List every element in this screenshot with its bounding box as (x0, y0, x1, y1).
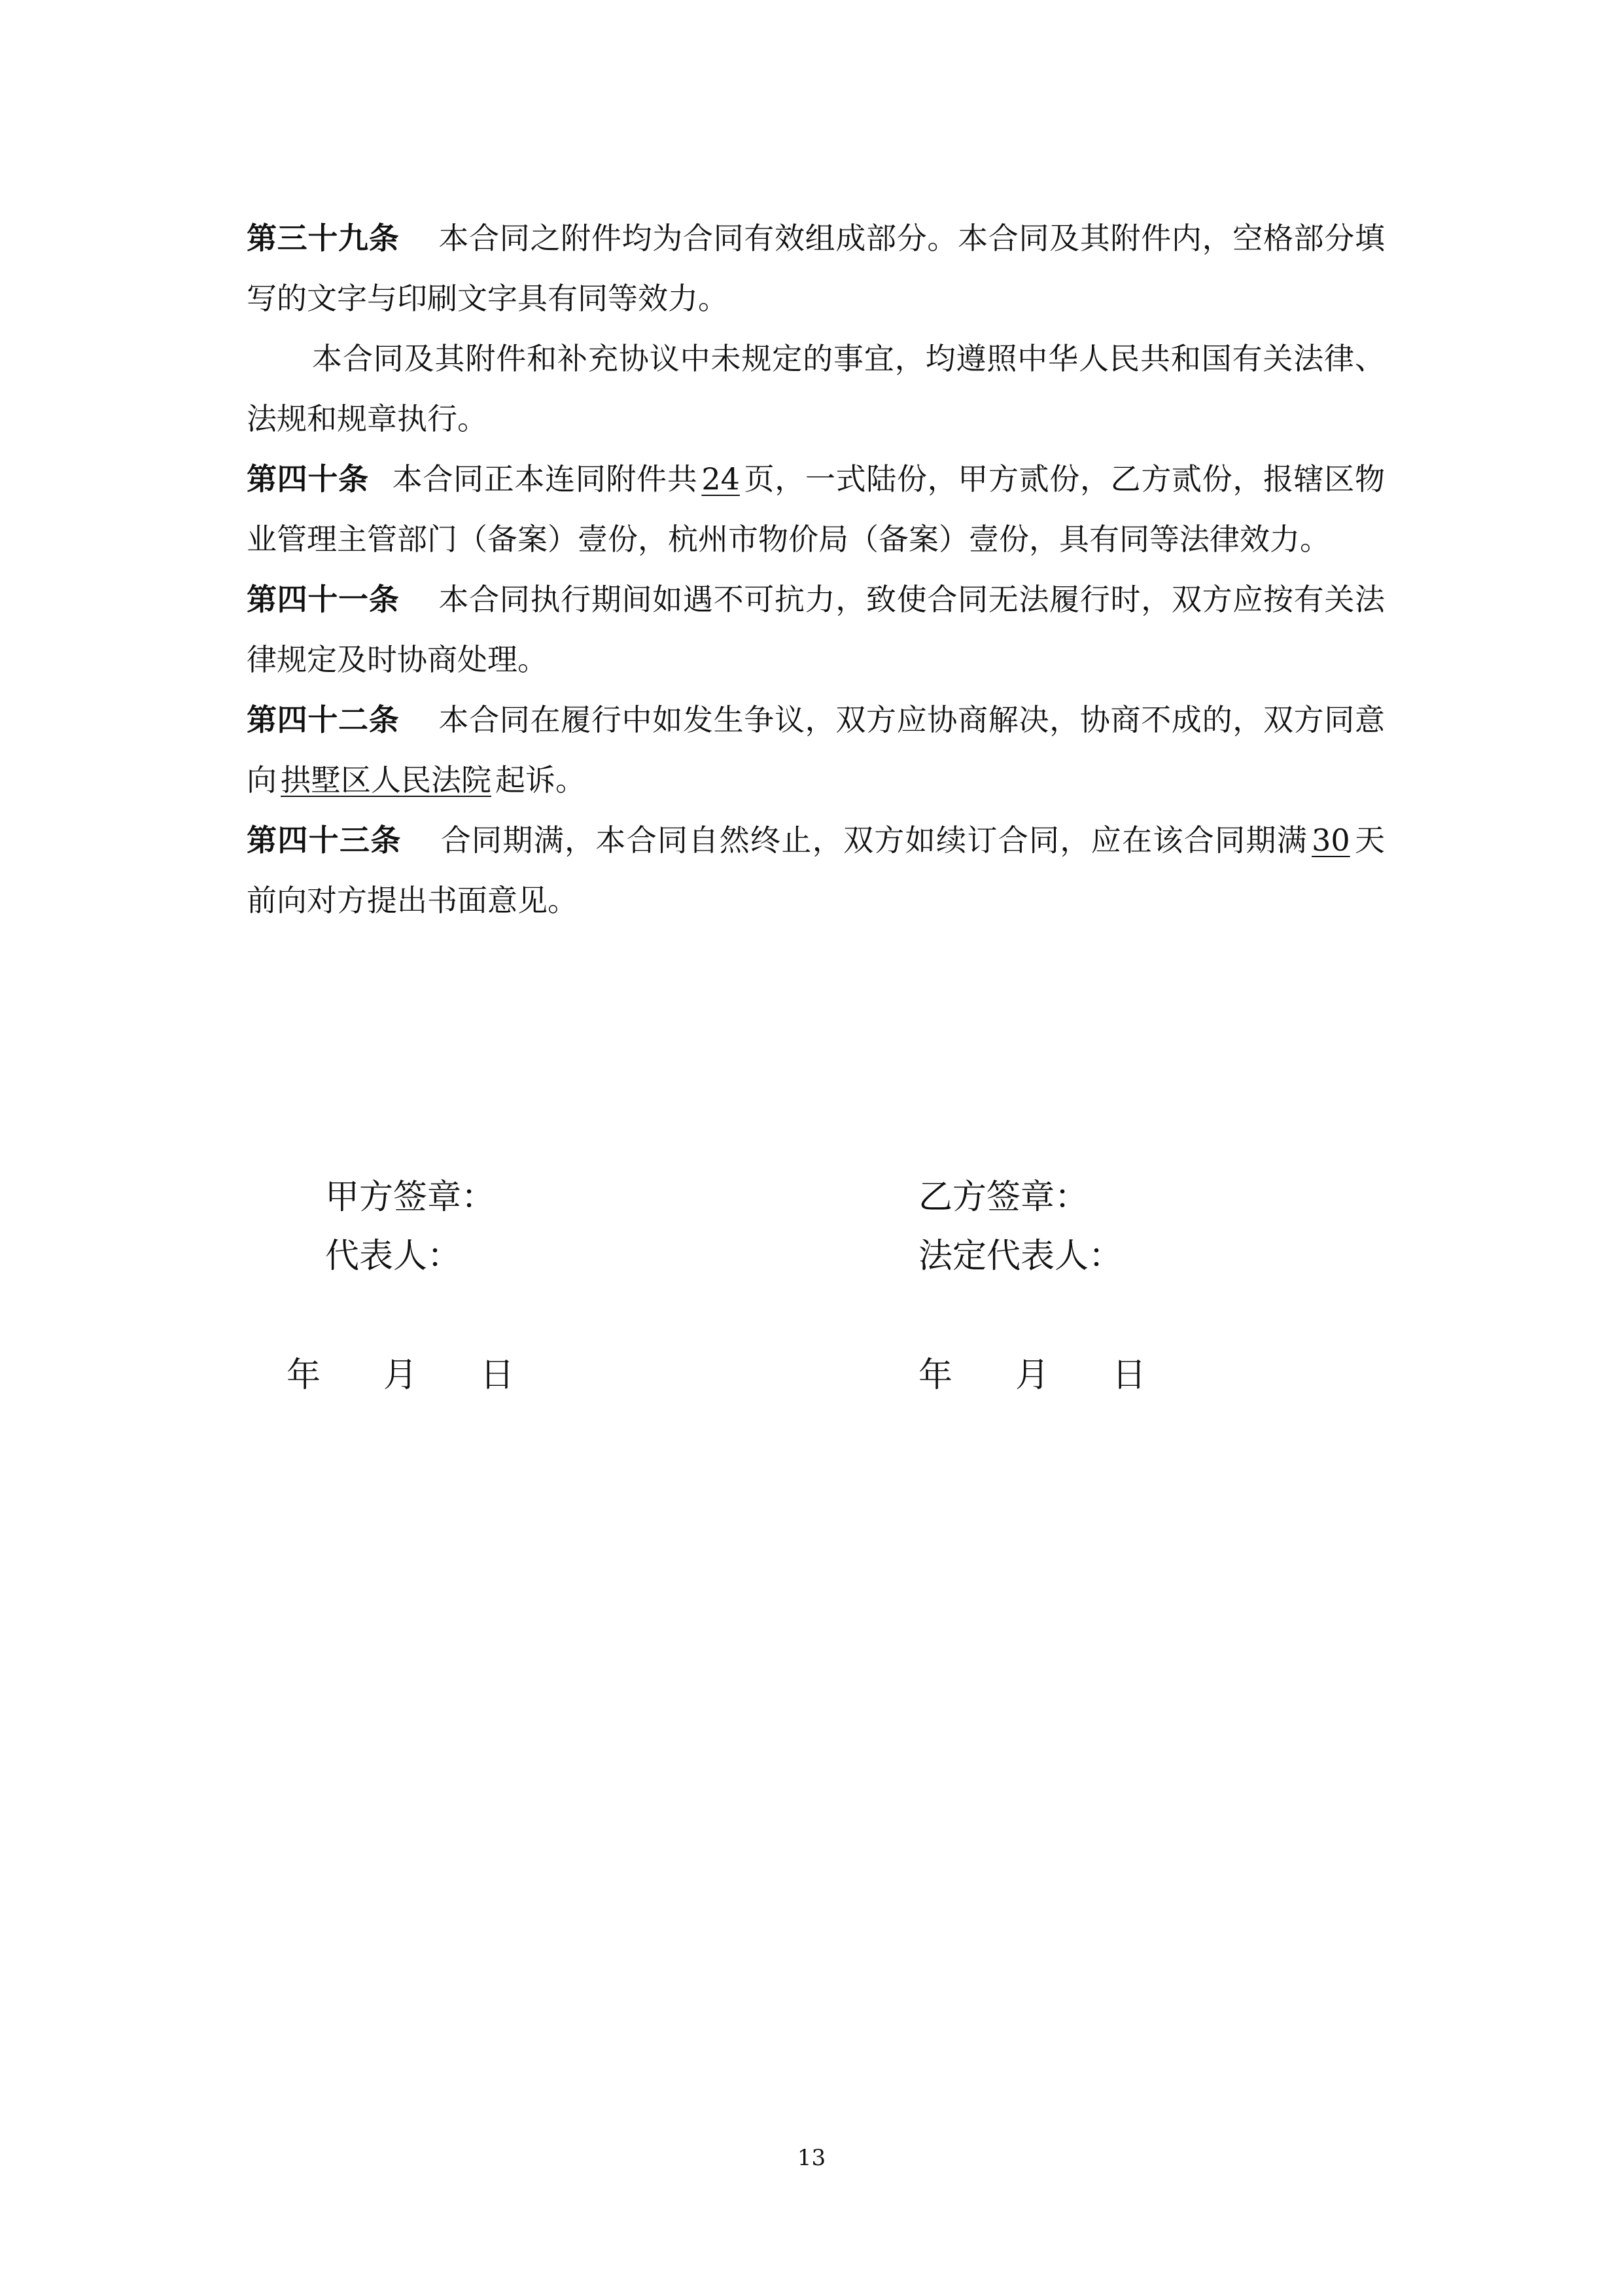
date-year: 年 (287, 1356, 321, 1395)
party-a-date (287, 1356, 514, 1395)
article-text: 本合同之附件均为合同有效组成部分。本合同及其附件内，空格部分填写的文字与印刷文字具有同等效力。 (247, 221, 1386, 316)
article-text: 本合同正本连同附件共 (392, 461, 698, 497)
article-heading: 第四十一条 (247, 582, 400, 617)
article-heading: 第三十九条 (247, 221, 400, 256)
article-heading: 第四十三条 (247, 822, 402, 858)
article-heading: 第四十二条 (247, 702, 400, 737)
notice-days-fill: 30 (1312, 822, 1350, 858)
date-month: 月 (383, 1356, 418, 1395)
contract-body (247, 208, 1385, 930)
article-41 (247, 569, 1385, 690)
date-day: 日 (1112, 1356, 1147, 1395)
party-b-seal-label: 乙方签章： (918, 1178, 1089, 1217)
page-number: 13 (797, 2145, 826, 2171)
article-text: 合同期满，本合同自然终止，双方如续订合同，应在该合同期满 (440, 822, 1308, 858)
article-text-continued: 页，一式陆份，甲方贰份，乙方贰份，报辖区物业管理主管部门（备案）壹份，杭州市物价局（备案）壹份，具有同等法律效力。 (247, 461, 1386, 557)
article-39 (247, 208, 1385, 328)
article-text-continued: 天前向对方提出书面意见。 (247, 822, 1386, 918)
date-day: 日 (480, 1356, 515, 1395)
party-b-legal-representative-label: 法定代表人： (918, 1237, 1123, 1276)
article-text: 本合同在履行中如发生争议，双方应协商解决，协商不成的，双方同意向 (247, 702, 1386, 798)
date-month: 月 (1015, 1356, 1050, 1395)
article-40 (247, 449, 1385, 569)
article-43 (247, 810, 1385, 930)
article-42 (247, 690, 1385, 810)
court-name-fill: 拱墅区人民法院 (281, 762, 491, 798)
article-text-continued: 起诉。 (495, 762, 585, 798)
date-year: 年 (918, 1356, 953, 1395)
clause-text: 本合同及其附件和补充协议中未规定的事宜，均遵照中华人民共和国有关法律、法规和规章执行。 (247, 341, 1385, 436)
article-text: 本合同执行期间如遇不可抗力，致使合同无法履行时，双方应按有关法律规定及时协商处理。 (247, 582, 1386, 677)
article-heading: 第四十条 (247, 461, 369, 497)
page-count-fill: 24 (701, 461, 740, 497)
party-a-representative-label: 代表人： (325, 1237, 462, 1276)
supplementary-clause (247, 328, 1385, 449)
party-a-seal-label: 甲方签章： (325, 1178, 496, 1217)
party-b-date (918, 1356, 1146, 1395)
